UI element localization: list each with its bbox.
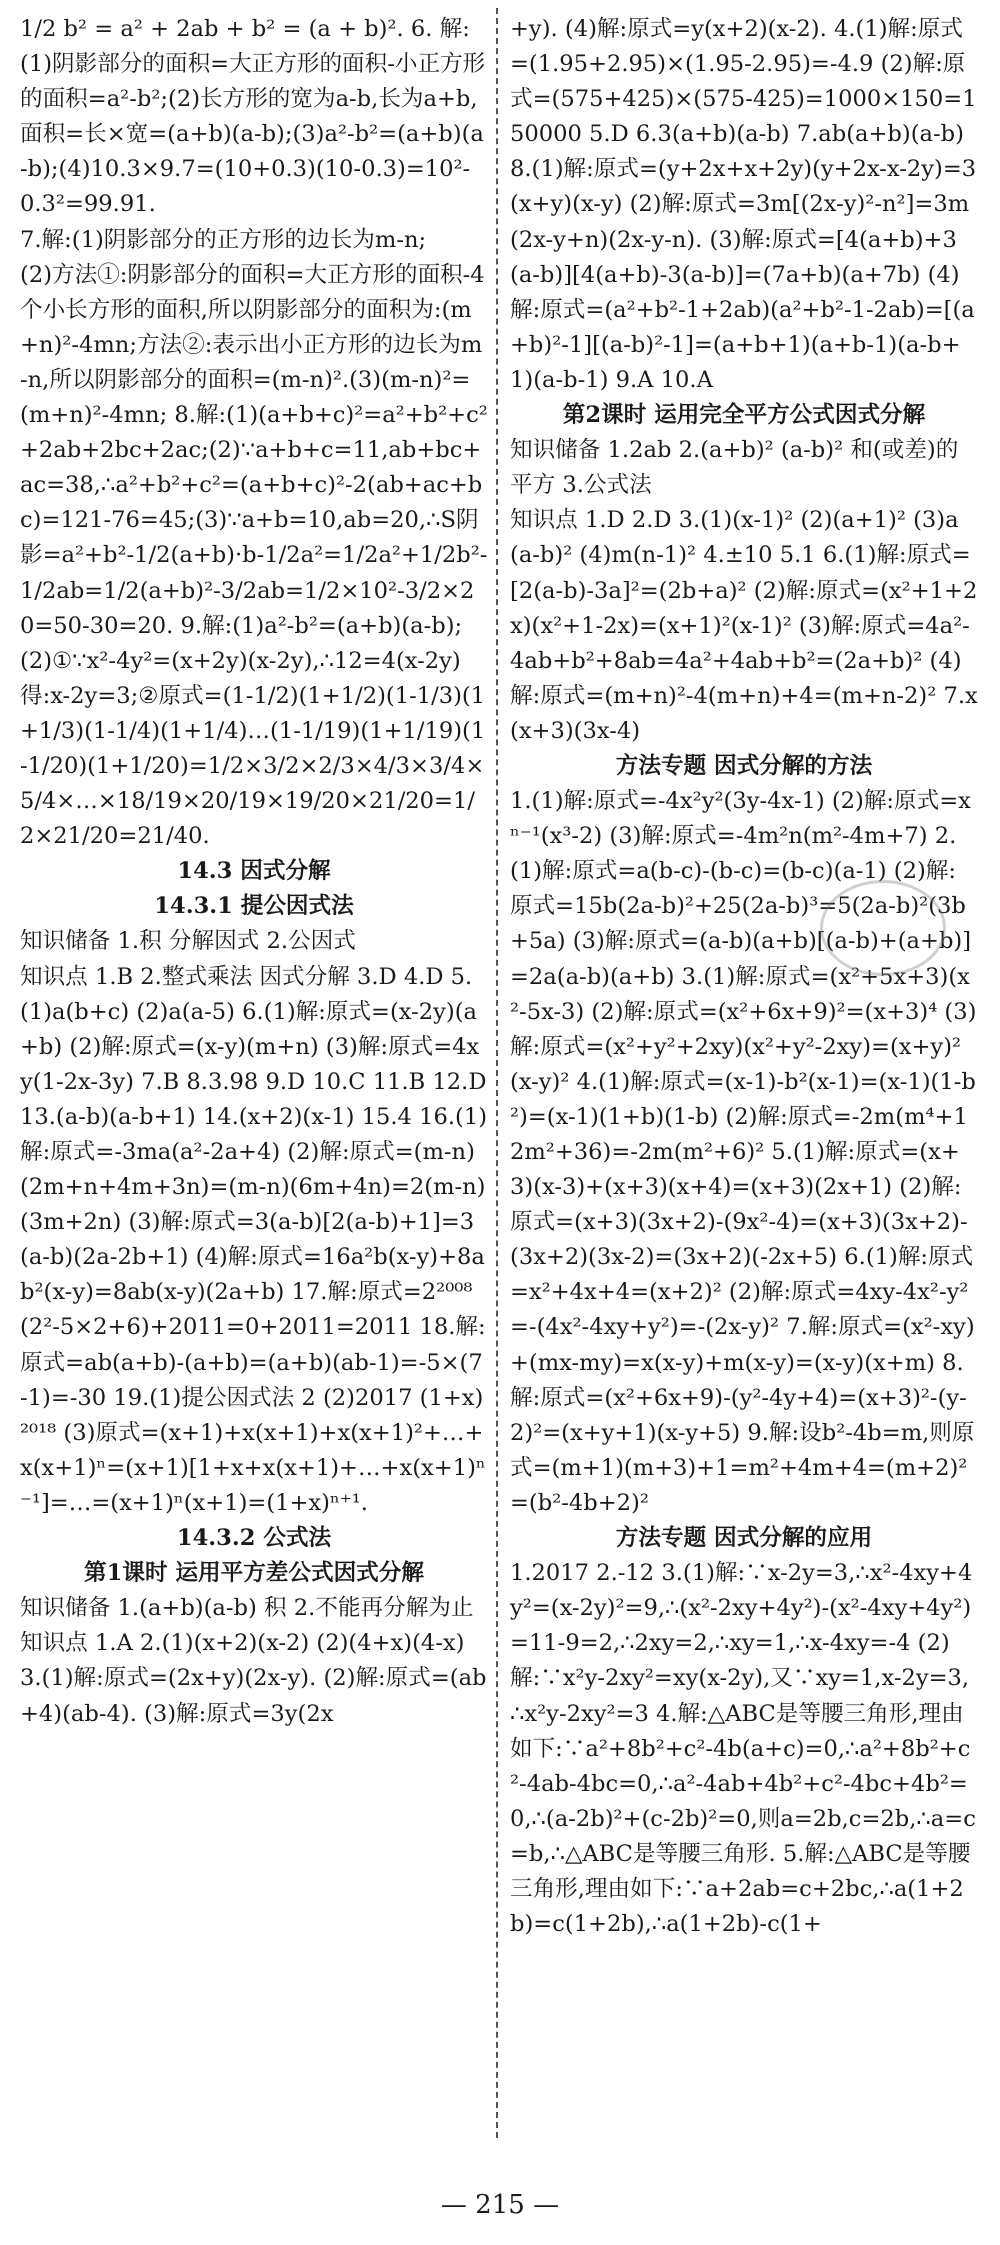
answer-paragraph: 知识点 1.B 2.整式乘法 因式分解 3.D 4.D 5.(1)a(b+c) (2)a(a-5) 6.(1)解:原式=(x-2y)(a+b) (2)解:原式=(x-y)(m+n) (3)解:原式=4xy(1-2x-3y) 7.B 8.3.98 9.D 10.C 11.B 12.D 13.(a-b)(a-b+1) 14.(x+2)(x-1) 15.4 16.(1)解:原式=-3ma(a²-2a+4) (2)解:原式=(m-n)(2m+n+4m+3n)=(m-n)(6m+4n)=2(m-n)(3m+2n) (3)解:原式=3(a-b)[2(a-b)+1]=3(a-b)(2a-2b+1) (4)解:原式=16a²b(x-y)+8ab²(x-y)=8ab(x-y)(2a+b) 17.解:原式=2²⁰⁰⁸(2²-5×2+6)+2011=0+2011=2011 18.解:原式=ab(a+b)-(a+b)=(a+b)(ab-1)=-5×(7-1)=-30 19.(1)提公因式法 2 (2)2017 (1+x)²⁰¹⁸ (3)原式=(x+1)+x(x+1)+x(x+1)²+…+x(x+1)ⁿ=(x+1)[1+x+x(x+1)+…+x(x+1)ⁿ⁻¹]=…=(x+1)ⁿ(x+1)=(1+x)ⁿ⁺¹. xyxy=(20,963,488,1516)
answer-paragraph: 知识点 1.A 2.(1)(x+2)(x-2) (2)(4+x)(4-x) 3.(1)解:原式=(2x+y)(2x-y). (2)解:原式=(ab+4)(ab-4). (3)解:原式=3y(2x xyxy=(20,1630,487,1727)
section-heading: 方法专题 因式分解的方法 xyxy=(615,752,873,779)
section-heading: 第1课时 运用平方差公式因式分解 xyxy=(84,1560,424,1587)
right-column xyxy=(510,12,978,2142)
section-heading: 14.3 因式分解 xyxy=(177,858,331,885)
answer-paragraph: 知识储备 1.(a+b)(a-b) 积 2.不能再分解为止 xyxy=(20,1595,474,1622)
section-heading: 第2课时 运用完全平方公式因式分解 xyxy=(562,402,926,429)
section-heading: 14.3.1 提公因式法 xyxy=(154,893,354,920)
answer-paragraph: 7.解:(1)阴影部分的正方形的边长为m-n; xyxy=(20,226,427,253)
answer-paragraph: 知识点 1.D 2.D 3.(1)(x-1)² (2)(a+1)² (3)a(a-b)² (4)m(n-1)² 4.±10 5.1 6.(1)解:原式=[2(a-b)-3a]²=(2b+a)² (2)解:原式=(x²+1+2x)(x²+1-2x)=(x+1)²(x-1)² (3)解:原式=4a²-4ab+b²+8ab=4a²+4ab+b²=(2a+b)² (4)解:原式=(m+n)²-4(m+n)+4=(m+n-2)² 7.x(x+3)(3x-4) xyxy=(510,507,978,744)
answer-paragraph: 知识储备 1.2ab 2.(a+b)² (a-b)² 和(或差)的平方 3.公式法 xyxy=(510,437,959,499)
answer-paragraph: 1.(1)解:原式=-4x²y²(3y-4x-1) (2)解:原式=xⁿ⁻¹(x³-2) (3)解:原式=-4m²n(m²-4m+7) 2.(1)解:原式=a(b-c)-(b-c)=(b-c)(a-1) (2)解:原式=15b(2a-b)²+25(2a-b)³=5(2a-b)²(3b+5a) (3)解:原式=(a-b)(a+b)[(a-b)+(a+b)]=2a(a-b)(a+b) 3.(1)解:原式=(x²+5x+3)(x²-5x-3) (2)解:原式=(x²+6x+9)²=(x+3)⁴ (3)解:原式=(x²+y²+2xy)(x²+y²-2xy)=(x+y)²(x-y)² 4.(1)解:原式=(x-1)-b²(x-1)=(x-1)(1-b²)=(x-1)(1+b)(1-b) (2)解:原式=-2m(m⁴+12m²+36)=-2m(m²+6)² 5.(1)解:原式=(x+3)(x-3)+(x+3)(x+4)=(x+3)(2x+1) (2)解:原式=(x+3)(3x+2)-(9x²-4)=(x+3)(3x+2)-(3x+2)(3x-2)=(3x+2)(-2x+5) 6.(1)解:原式=x²+4x+4=(x+2)² (2)解:原式=4xy-4x²-y²=-(4x²-4xy+y²)=-(2x-y)² 7.解:原式=(x²-xy)+(mx-my)=x(x-y)+m(x-y)=(x-y)(x+m) 8.解:原式=(x²+6x+9)-(y²-4y+4)=(x+3)²-(y-2)²=(x+y+1)(x-y+5) 9.解:设b²-4b=m,则原式=(m+1)(m+3)+1=m²+4m+4=(m+2)²=(b²-4b+2)² xyxy=(510,788,977,1516)
answer-paragraph: +y). (4)解:原式=y(x+2)(x-2). 4.(1)解:原式=(1.95+2.95)×(1.95-2.95)=-4.9 (2)解:原式=(575+425)×(575-425)=1000×150=150000 5.D 6.3(a+b)(a-b) 7.ab(a+b)(a-b) 8.(1)解:原式=(y+2x+x+2y)(y+2x-x-2y)=3(x+y)(x-y) (2)解:原式=3m[(2x-y)²-n²]=3m(2x-y+n)(2x-y-n). (3)解:原式=[4(a+b)+3(a-b)][4(a+b)-3(a-b)]=(7a+b)(a+7b) (4)解:原式=(a²+b²-1+2ab)(a²+b²-1-2ab)=[(a+b)²-1][(a-b)²-1]=(a+b+1)(a+b-1)(a-b+1)(a-b-1) 9.A 10.A xyxy=(510,16,977,393)
watermark-stamp xyxy=(820,880,946,976)
answer-paragraph: 知识储备 1.积 分解因式 2.公因式 xyxy=(20,928,356,955)
section-heading: 14.3.2 公式法 xyxy=(176,1525,332,1552)
left-column xyxy=(20,12,488,2142)
page-number: — 215 — xyxy=(440,2190,560,2220)
answer-paragraph: 1/2 b² = a² + 2ab + b² = (a + b)². 6. 解:(1)阴影部分的面积=大正方形的面积-小正方形的面积=a²-b²;(2)长方形的宽为a-b,长为a+b,面积=长×宽=(a+b)(a-b);(3)a²-b²=(a+b)(a-b);(4)10.3×9.7=(10+0.3)(10-0.3)=10²-0.3²=99.91. xyxy=(20,16,486,218)
section-heading: 方法专题 因式分解的应用 xyxy=(615,1525,873,1552)
answer-paragraph: 1.2017 2.-12 3.(1)解:∵x-2y=3,∴x²-4xy+4y²=(x-2y)²=9,∴(x²-2xy+4y²)-(x²-4xy+4y²)=11-9=2,∴2xy=2,∴xy=1,∴x-4xy=-4 (2)解:∵x²y-2xy²=xy(x-2y),又∵xy=1,x-2y=3,∴x²y-2xy²=3 4.解:△ABC是等腰三角形,理由如下:∵a²+8b²+c²-4b(a+c)=0,∴a²+8b²+c²-4ab-4bc=0,∴a²-4ab+4b²+c²-4bc+4b²=0,∴(a-2b)²+(c-2b)²=0,则a=2b,c=2b,∴a=c=b,∴△ABC是等腰三角形. 5.解:△ABC是等腰三角形,理由如下:∵a+2ab=c+2bc,∴a(1+2b)=c(1+2b),∴a(1+2b)-c(1+ xyxy=(510,1560,976,1938)
column-divider xyxy=(496,8,498,2138)
answer-paragraph: (2)方法①:阴影部分的面积=大正方形的面积-4个小长方形的面积,所以阴影部分的面积为:(m+n)²-4mn;方法②:表示出小正方形的边长为m-n,所以阴影部分的面积=(m-n)².(3)(m-n)²=(m+n)²-4mn; 8.解:(1)(a+b+c)²=a²+b²+c²+2ab+2bc+2ac;(2)∵a+b+c=11,ab+bc+ac=38,∴a²+b²+c²=(a+b+c)²-2(ab+ac+bc)=121-76=45;(3)∵a+b=10,ab=20,∴S阴影=a²+b²-1/2(a+b)·b-1/2a²=1/2a²+1/2b²-1/2ab=1/2(a+b)²-3/2ab=1/2×10²-3/2×20=50-30=20. 9.解:(1)a²-b²=(a+b)(a-b);(2)①∵x²-4y²=(x+2y)(x-2y),∴12=4(x-2y)得:x-2y=3;②原式=(1-1/2)(1+1/2)(1-1/3)(1+1/3)(1-1/4)(1+1/4)…(1-1/19)(1+1/19)(1-1/20)(1+1/20)=1/2×3/2×2/3×4/3×3/4×5/4×…×18/19×20/19×19/20×21/20=1/2×21/20=21/40. xyxy=(20,261,488,850)
